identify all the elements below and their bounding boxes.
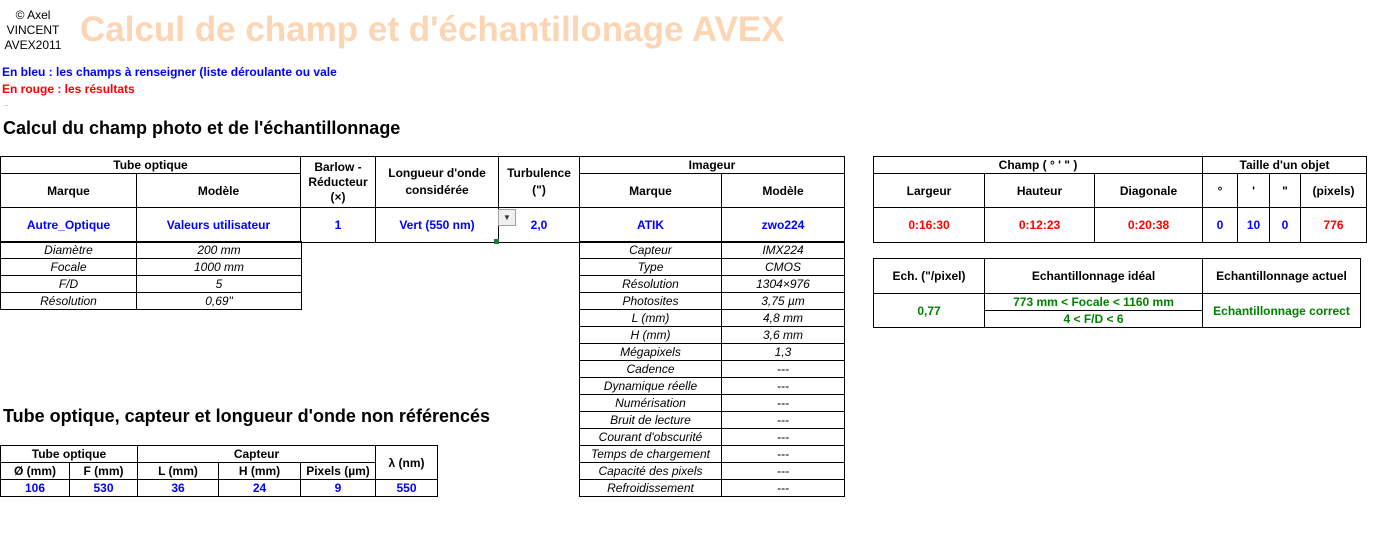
camera-spec-value: CMOS (722, 259, 845, 276)
diagonale-header: Diagonale (1095, 174, 1203, 208)
imageur-marque-select[interactable]: ATIK (580, 208, 722, 243)
h-input[interactable]: 24 (219, 480, 301, 497)
camera-spec-value: --- (722, 395, 845, 412)
tube-spec-label: Focale (1, 259, 137, 276)
camera-spec-value: --- (722, 480, 845, 497)
ech-header: Ech. ("/pixel) (874, 259, 985, 294)
camera-spec-value: 1304×976 (722, 276, 845, 293)
ideal-fd-value: 4 < F/D < 6 (985, 311, 1203, 328)
actuel-value: Echantillonnage correct (1203, 294, 1361, 328)
credit-line1: © Axel (15, 8, 51, 22)
tube-spec-row (1, 276, 302, 293)
legend-red: En rouge : les résultats (2, 82, 135, 96)
section-title-custom: Tube optique, capteur et longueur d'onde non référencés (3, 406, 490, 426)
diam-header: Ø (mm) (1, 463, 70, 480)
camera-specs-table (579, 241, 845, 497)
diagonale-value: 0:20:38 (1095, 208, 1203, 243)
camera-spec-value: --- (722, 463, 845, 480)
deg-header: ° (1203, 174, 1238, 208)
pix-header: Pixels (µm) (301, 463, 376, 480)
l-input[interactable]: 36 (138, 480, 219, 497)
taille-min-input[interactable]: 10 (1238, 208, 1270, 243)
camera-spec-value: --- (722, 378, 845, 395)
tube-spec-label: F/D (1, 276, 137, 293)
camera-spec-row (580, 242, 845, 259)
tube-spec-label: Diamètre (1, 242, 137, 259)
tube-spec-value: 1000 mm (137, 259, 302, 276)
wavelength-select[interactable]: Vert (550 nm) (376, 208, 499, 243)
imageur-modele-select[interactable]: zwo224 (722, 208, 845, 243)
imageur-group-header: Imageur (580, 157, 845, 174)
dropdown-arrow-icon[interactable]: ▼ (498, 209, 516, 226)
credit-line3: AVEX2011 (4, 38, 62, 52)
actuel-header: Echantillonnage actuel (1203, 259, 1361, 294)
camera-spec-label: Temps de chargement (580, 446, 722, 463)
camera-spec-value: --- (722, 446, 845, 463)
focal-header: F (mm) (70, 463, 138, 480)
camera-spec-row (580, 378, 845, 395)
champ-group-header: Champ ( ° ' " ) (874, 157, 1203, 174)
camera-spec-label: Type (580, 259, 722, 276)
section-title-calcul: Calcul du champ photo et de l'échantillonnage (3, 118, 401, 138)
champ-table (873, 156, 1367, 243)
lambda-header: λ (nm) (376, 446, 438, 480)
camera-spec-label: Résolution (580, 276, 722, 293)
camera-spec-value: 3,75 µm (722, 293, 845, 310)
custom-table (0, 445, 438, 497)
camera-spec-label: L (mm) (580, 310, 722, 327)
pix-input[interactable]: 9 (301, 480, 376, 497)
tube-modele-select[interactable]: Valeurs utilisateur (137, 208, 301, 243)
page-title: Calcul de champ et d'échantillonage AVEX (80, 10, 785, 49)
camera-spec-row (580, 344, 845, 361)
camera-spec-row (580, 293, 845, 310)
camera-spec-label: Capacité des pixels (580, 463, 722, 480)
taille-pixels-value: 776 (1301, 208, 1367, 243)
custom-tube-group-header: Tube optique (1, 446, 138, 463)
tube-group-header: Tube optique (1, 157, 301, 174)
camera-spec-label: Courant d'obscurité (580, 429, 722, 446)
imageur-modele-header: Modèle (722, 174, 845, 208)
focal-input[interactable]: 530 (70, 480, 138, 497)
camera-spec-row (580, 259, 845, 276)
taille-deg-input[interactable]: 0 (1203, 208, 1238, 243)
ideal-header: Echantillonnage idéal (985, 259, 1203, 294)
pixels-header: (pixels) (1301, 174, 1367, 208)
camera-spec-row (580, 446, 845, 463)
camera-spec-value: --- (722, 412, 845, 429)
camera-spec-row (580, 480, 845, 497)
camera-spec-value: 3,6 mm (722, 327, 845, 344)
camera-spec-row (580, 276, 845, 293)
echantillonnage-table (873, 258, 1361, 328)
main-table (0, 156, 845, 243)
tube-specs-table (0, 241, 302, 310)
camera-spec-label: Dynamique réelle (580, 378, 722, 395)
marque-header: Marque (1, 174, 137, 208)
camera-spec-row (580, 412, 845, 429)
camera-spec-label: Photosites (580, 293, 722, 310)
modele-header: Modèle (137, 174, 301, 208)
barlow-header: Barlow - Réducteur (×) (301, 157, 376, 208)
camera-spec-row (580, 327, 845, 344)
custom-capteur-group-header: Capteur (138, 446, 376, 463)
tube-marque-select[interactable]: Autre_Optique (1, 208, 137, 243)
largeur-value: 0:16:30 (874, 208, 985, 243)
credit-block (0, 8, 66, 53)
hauteur-header: Hauteur (985, 174, 1095, 208)
tube-spec-row (1, 242, 302, 259)
cell-dots: .. (4, 98, 10, 108)
camera-spec-row (580, 361, 845, 378)
l-header: L (mm) (138, 463, 219, 480)
legend-blue: En bleu : les champs à renseigner (liste déroulante ou vale (2, 65, 337, 79)
min-header: ' (1238, 174, 1270, 208)
sec-header: " (1270, 174, 1301, 208)
camera-spec-value: IMX224 (722, 242, 845, 259)
credit-line2: VINCENT (6, 23, 60, 37)
tube-spec-value: 5 (137, 276, 302, 293)
wavelength-header: Longueur d'onde considérée (376, 157, 499, 208)
camera-spec-row (580, 463, 845, 480)
camera-spec-value: --- (722, 429, 845, 446)
camera-spec-row (580, 395, 845, 412)
turbulence-input[interactable]: 2,0 (499, 208, 580, 243)
camera-spec-row (580, 310, 845, 327)
camera-spec-label: Refroidissement (580, 480, 722, 497)
camera-spec-label: Mégapixels (580, 344, 722, 361)
camera-spec-value: 4,8 mm (722, 310, 845, 327)
camera-spec-label: Capteur (580, 242, 722, 259)
ideal-focale-value: 773 mm < Focale < 1160 mm (985, 294, 1203, 311)
tube-spec-row (1, 259, 302, 276)
tube-spec-label: Résolution (1, 293, 137, 310)
tube-spec-value: 0,69" (137, 293, 302, 310)
lambda-input[interactable]: 550 (376, 480, 438, 497)
camera-spec-label: H (mm) (580, 327, 722, 344)
hauteur-value: 0:12:23 (985, 208, 1095, 243)
h-header: H (mm) (219, 463, 301, 480)
taille-sec-input[interactable]: 0 (1270, 208, 1301, 243)
ech-value: 0,77 (874, 294, 985, 328)
camera-spec-value: --- (722, 361, 845, 378)
camera-spec-label: Numérisation (580, 395, 722, 412)
tube-spec-row (1, 293, 302, 310)
camera-spec-label: Cadence (580, 361, 722, 378)
turbulence-header: Turbulence (") (499, 157, 580, 208)
fill-handle[interactable] (494, 239, 499, 244)
diam-input[interactable]: 106 (1, 480, 70, 497)
taille-group-header: Taille d'un objet (1203, 157, 1367, 174)
camera-spec-label: Bruit de lecture (580, 412, 722, 429)
tube-spec-value: 200 mm (137, 242, 302, 259)
camera-spec-value: 1,3 (722, 344, 845, 361)
barlow-input[interactable]: 1 (301, 208, 376, 243)
largeur-header: Largeur (874, 174, 985, 208)
imageur-marque-header: Marque (580, 174, 722, 208)
camera-spec-row (580, 429, 845, 446)
